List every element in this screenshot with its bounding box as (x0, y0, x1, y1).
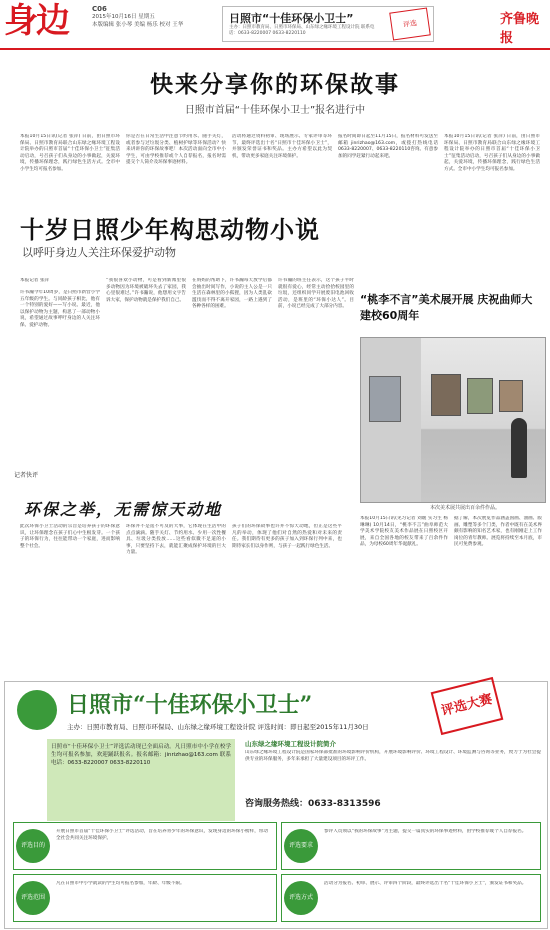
headline-1-title: 快来分享你的环保故事 (150, 72, 400, 98)
banner-item (281, 874, 541, 922)
item-text: 开展日照市首届“十佳环保小卫士”评选活动，旨在培养青少年的环保意识，发现身边的环保小榜样，带动全社会共同关注环境保护。 (56, 829, 268, 841)
banner-green-box: 日照市“十佳环保小卫士”评选活动现已全面启动。凡日照市中小学在校学生均可报名参加，欢迎踊跃报名。报名邮箱：jinrizhao@163.com 联系电话：0633-8220007 0633-8220110 (47, 739, 235, 821)
item-label: 评选方式 (284, 881, 318, 915)
article-2-byline: 本报记者 张萍 (20, 278, 50, 283)
page-number: C06 (92, 5, 107, 13)
banner-item (281, 822, 541, 870)
expo-title: “桃李不言”美术展开展 庆祝曲师大建校60周年 (360, 293, 533, 322)
masthead-promo-sub: 主办：日照市教育局、日照市环保局、山东绿之缘环境工程设计院 联系电话：0633-8220007 0633-8220110 (229, 25, 375, 36)
article-1-col-5: 本报10月15日讯(记者 张萍) 日前，由日照市环保局、日照市教育局联合山东绿之缘环境工程设计院举办的日照市首届“十佳环保小卫士”征集活动启动，号召孩子们从身边的小事做起，关爱环境，传播环保理念，践行绿色生活方式。全市中小学生均可报名参加。 (444, 134, 540, 172)
banner-item (13, 874, 277, 922)
masthead-logo: 身边 (4, 1, 68, 41)
company-text: 山东绿之缘环境工程设计院是国家环保部批准的环境影响评价机构，开展环境影响评价、环境工程设计、环境监测与咨询等业务，致力于为社会提供专业的环保服务，多年来承担了大量建设项目的环评工作。 (245, 750, 541, 762)
banner-logo (17, 690, 57, 730)
commentary-col-1: 此次环保小卫士活动的宗旨是培养孩子的环保意识，让环保理念在孩子们心中生根发芽。一个孩子的环保行为，往往能带动一个家庭，进而影响整个社会。 (20, 524, 120, 549)
item-text: 凡在日照市中小学就读的学生均可报名参加，年龄、年级不限。 (56, 881, 185, 886)
commentary-col-2: 环保并不是遥不可及的大事，它体现在生活中的点点滴滴。随手关灯、节约用水、少用一次性餐具、垃圾分类投放……这些看似微不足道的小事，只要坚持下去，就能汇聚成保护环境的巨大力量。 (126, 524, 226, 556)
masthead-promo-title: 日照市“十佳环保小卫士” (229, 12, 354, 25)
photo-frame (431, 374, 461, 416)
article-1-col-1: 本报10月15日讯(记者 张萍) 日前，由日照市环保局、日照市教育局联合山东绿之缘环境工程设计院举办的日照市首届“十佳环保小卫士”征集活动启动，号召孩子们从身边的小事做起，关爱环境，传播环保理念，践行绿色生活方式。全市中小学生均可报名参加。 (20, 134, 120, 172)
item-text: 活动分为报名、初审、展示、评审四个阶段，最终评选出十名“十佳环保小卫士”，颁发证书和奖品。 (324, 881, 527, 886)
header-rule (0, 48, 550, 50)
banner-badge: 评选大赛 (431, 677, 504, 735)
photo-frame (499, 380, 523, 412)
banner-org: 主办：日照市教育局、日照市环保局、山东绿之缘环境工程设计院 评选时间：即日起至2015年11月30日 (67, 723, 369, 731)
item-text: 参评人员须以“我的环保故事”为主题，提交一篇真实的环保事迹材料，由学校推荐或个人自荐报名。 (324, 829, 527, 834)
commentary-tag: 记者快评 (14, 472, 39, 479)
issue-date: 2015年10月16日 星期五 (92, 14, 155, 20)
article-2-col-2: “我很喜欢小动物，可是看到新闻里很多动物因为环境被破坏失去了家园，我心里很难过。”许书瀚说，他想用文字告诉大家，保护动物就是保护我们自己。 (106, 278, 186, 303)
contest-banner (4, 681, 548, 929)
article-2-col-4: 许书瀚的班主任表示，这个孩子平时就很有爱心，经常主动捡拾校园里的垃圾，还组织同学开展废旧电池回收活动，是班里的“环保小达人”。目前，小说已经完成了大部分内容。 (278, 278, 354, 310)
photo-frame (467, 378, 493, 414)
article-1-col-2: 你是否在日常生活中注意节约用水、随手关灯，或者参与过垃圾分类、植树护绿等环保活动？快来讲讲你的环保故事吧！本次活动面向全市中小学生，可由学校推荐或个人自荐报名，报名时需提交个人简介及环保事迹材料。 (126, 134, 226, 166)
expo-col-2: 据了解，本次展览作品涵盖国画、油画、版画、雕塑等多个门类，作者中既有在美术界颇有影响的知名艺术家，也有刚刚走上工作岗位的青年教师。展览将持续至本月底，市民可免费参观。 (454, 516, 542, 548)
article-2-col-3: 在妈妈的帮助下，许书瀚每天放学后都会抽出时间写作，小说的主人公是一只生活在森林里的小狐狸，因为人类乱砍滥伐而不得不离开家园，一路上遇到了各种各样的困难。 (192, 278, 272, 310)
masthead-info (92, 5, 183, 29)
masthead-promo-box (222, 6, 434, 42)
editors: 本版编辑 张小琴 美编 杨乐 校对 王华 (92, 22, 184, 28)
item-label: 评选要求 (284, 829, 318, 863)
article-1-col-3: 活动将通过资料初审、现场展示、专家评审等环节，最终评选出十名“日照市十佳环保小卫士”，并颁发荣誉证书和奖品。主办方希望以此为契机，带动更多家庭关注环境保护。 (232, 134, 332, 159)
exhibition-photo (360, 337, 546, 503)
company-title: 山东绿之缘环境工程设计院简介 (245, 740, 336, 748)
newspaper-logo: 齐鲁晚报 (500, 12, 540, 46)
hotline: 咨询服务热线：0633-8313596 (245, 799, 381, 809)
commentary-title: 环保之举，无需惊天动地 (24, 500, 223, 519)
photo-person (511, 418, 527, 478)
article-2-col-1: 许书瀚今年10周岁，是日照市新营小学五年级的学生。与同龄孩子相比，他有一个特别的爱好——写小说。最近，他以保护动物为主题，构思了一部动物小说，希望通过故事呼吁身边的人关注环保、爱护动物。 (20, 290, 100, 328)
banner-title: 日照市“十佳环保小卫士” (67, 692, 313, 718)
headline-2-subtitle: 以呼吁身边人关注环保爱护动物 (22, 246, 176, 259)
headline-1-subtitle: 日照市首届“十佳环保小卫士”报名进行中 (184, 105, 366, 116)
photo-caption: 本次美术展共展出百余件作品。 (430, 505, 501, 511)
item-label: 评选范围 (16, 881, 50, 915)
promo-badge: 评选 (389, 7, 431, 40)
photo-frame (369, 376, 401, 422)
item-label: 评选目的 (16, 829, 50, 863)
expo-col-1: 本报10月15日讯(见习记者 刘媛 实习生 杨琳琳) 10月14日，“桃李不言”曲阜师范大学美术学院校友美术作品展在日照校区开展，来自全国各地的校友带来了百余件作品，为母校60周年华诞献礼。 (360, 516, 448, 548)
banner-item (13, 822, 277, 870)
article-1-col-4: 报名时间即日起至11月15日，报名材料可发送至邮箱 jinrizhao@163.com，或拨打热线电话0633-8220007、0633-8220110咨询。有意参加的同学赶紧行动起来吧。 (338, 134, 438, 159)
commentary-col-3: 孩子们的环保故事也许并不惊天动地，但正是这些平凡的举动，体现了他们对自然的热爱和对未来的责任。我们期待有更多的孩子加入到环保行列中来，也期待家长们以身作则，与孩子一起践行绿色生活。 (232, 524, 342, 549)
headline-2-title: 十岁日照少年构思动物小说 (20, 216, 320, 244)
